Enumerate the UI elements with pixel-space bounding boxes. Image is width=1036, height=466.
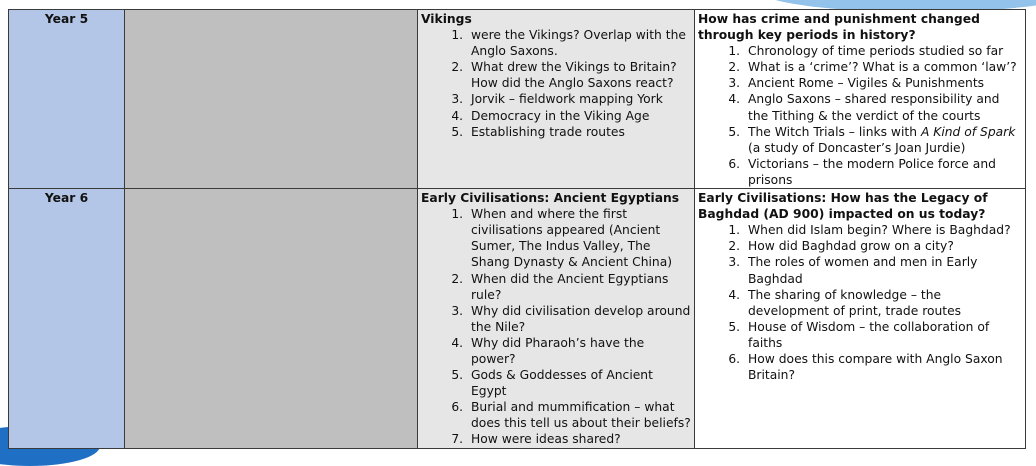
list-item: 3. The roles of women and men in Early Baghdad <box>744 254 1022 286</box>
curriculum-table <box>8 9 1026 449</box>
enquiry-cell <box>695 189 1026 449</box>
blank-cell <box>125 189 418 449</box>
list-item: 7. How were ideas shared? <box>467 431 691 447</box>
year-label: Year 6 <box>9 189 125 449</box>
list-item: 6. How does this compare with Anglo Saxon Britain? <box>744 351 1022 383</box>
list-item: 1. were the Vikings? Overlap with the Anglo Saxons. <box>467 27 691 59</box>
item-text: The Witch Trials – links with <box>748 124 921 139</box>
enquiry-cell <box>695 10 1026 189</box>
topic-title: Vikings <box>421 12 472 26</box>
list-item: 6. Victorians – the modern Police force and prisons <box>744 156 1022 188</box>
item-text: (a study of Doncaster’s Joan Jurdie) <box>748 140 966 155</box>
list-item: 5. House of Wisdom – the collaboration of faiths <box>744 319 1022 351</box>
list-item: 2. What is a ‘crime’? What is a common ‘law’? <box>744 59 1022 75</box>
enquiry-title: Early Civilisations: How has the Legacy of Baghdad (AD 900) impacted on us today? <box>698 191 988 222</box>
list-item: 5. Gods & Goddesses of Ancient Egypt <box>467 367 691 399</box>
list-item: 4. Why did Pharaoh’s have the power? <box>467 335 691 367</box>
topic-list <box>421 206 691 447</box>
topic-cell <box>418 10 695 189</box>
topic-cell <box>418 189 695 449</box>
list-item: 4. Anglo Saxons – shared responsibility and the Tithing & the verdict of the courts <box>744 91 1022 123</box>
list-item: 2. When did the Ancient Egyptians rule? <box>467 271 691 303</box>
list-item: 6. Burial and mummification – what does this tell us about their beliefs? <box>467 399 691 431</box>
book-title: A Kind of Spark <box>920 124 1016 139</box>
enquiry-title: How has crime and punishment changed through key periods in history? <box>698 12 980 43</box>
list-item: 3. Jorvik – fieldwork mapping York <box>467 91 691 107</box>
list-item: 1. Chronology of time periods studied so far <box>744 43 1022 59</box>
enquiry-list <box>698 43 1022 188</box>
list-item: 4. The sharing of knowledge – the development of print, trade routes <box>744 287 1022 319</box>
enquiry-list <box>698 222 1022 383</box>
list-item: 1. When and where the first civilisations appeared (Ancient Sumer, The Indus Valley, The Shang Dynasty & Ancient China) <box>467 206 691 270</box>
list-item: 4. Democracy in the Viking Age <box>467 108 691 124</box>
table-row-year-6 <box>9 189 1026 449</box>
year-label: Year 5 <box>9 10 125 189</box>
list-item: 5. Establishing trade routes <box>467 124 691 140</box>
topic-title: Early Civilisations: Ancient Egyptians <box>421 191 680 206</box>
list-item: 3. Why did civilisation develop around the Nile? <box>467 303 691 335</box>
list-item: 2. How did Baghdad grow on a city? <box>744 238 1022 254</box>
topic-list <box>421 27 691 140</box>
blank-cell <box>125 10 418 189</box>
list-item: 1. When did Islam begin? Where is Baghdad? <box>744 222 1022 238</box>
list-item: 2. What drew the Vikings to Britain? How did the Anglo Saxons react? <box>467 59 691 91</box>
list-item-witch-trials <box>744 124 1022 156</box>
list-item: 3. Ancient Rome – Vigiles & Punishments <box>744 75 1022 91</box>
table-row-year-5 <box>9 10 1026 189</box>
